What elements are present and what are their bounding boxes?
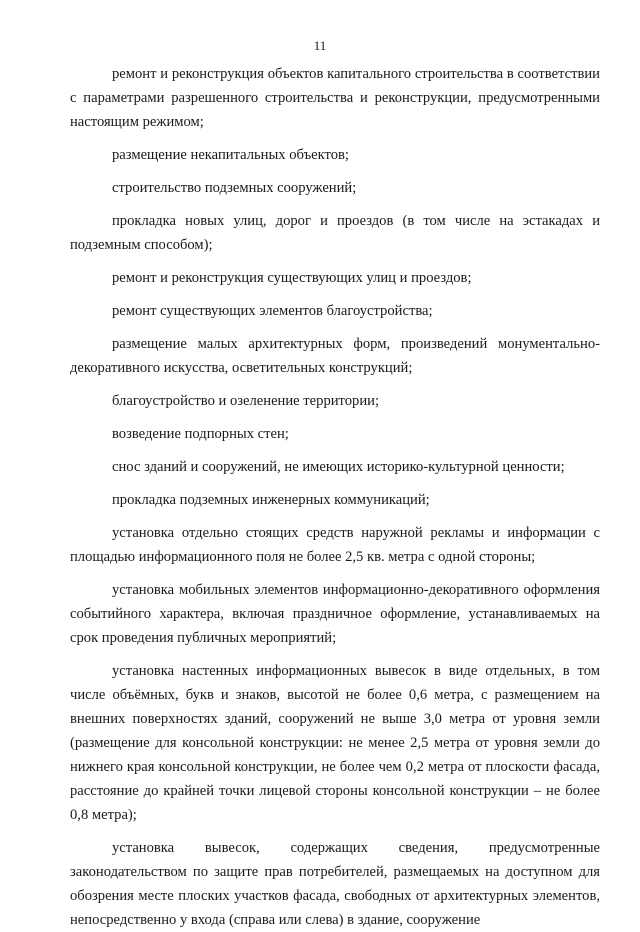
paragraph: размещение некапитальных объектов; (112, 147, 349, 163)
paragraph: установка мобильных элементов информационно-декоративного оформления событийного характера, включая праздничное оформление, устанавливаемых на срок проведения публичных мероприятий; (70, 582, 600, 646)
paragraph: размещение малых архитектурных форм, произведений монументально-декоративного искусства, осветительных конструкций; (70, 336, 600, 376)
paragraph: возведение подпорных стен; (112, 426, 289, 442)
paragraph: прокладка новых улиц, дорог и проездов (в том числе на эстакадах и подземным способом); (70, 213, 600, 253)
document-body (70, 62, 600, 932)
paragraph: установка вывесок, содержащих сведения, предусмотренные законодательством по защите прав потребителей, размещаемых на доступном для обозрения месте плоских участков фасада, свободных от архитектурных элементов, непосредственно у входа (справа или слева) в здание, сооружение (70, 840, 600, 928)
paragraph: строительство подземных сооружений; (112, 180, 357, 196)
paragraph: благоустройство и озеленение территории; (112, 393, 380, 409)
paragraph: ремонт существующих элементов благоустройства; (112, 303, 433, 319)
paragraph: установка отдельно стоящих средств наружной рекламы и информации с площадью информационного поля не более 2,5 кв. метра с одной стороны; (70, 525, 600, 565)
paragraph: снос зданий и сооружений, не имеющих историко-культурной ценности; (112, 459, 565, 475)
paragraph: прокладка подземных инженерных коммуникаций; (112, 492, 430, 508)
paragraph: установка настенных информационных вывесок в виде отдельных, в том числе объёмных, букв и знаков, высотой не более 0,6 метра, с размещением на внешних поверхностях зданий, сооружений не выше 3,0 метра от уровня земли (размещение для консольной конструкции: не менее 2,5 метра от уровня земли до нижнего края консольной конструкции, не более чем 0,2 метра от плоскости фасада, расстояние до крайней точки лицевой стороны консольной конструкции – не более 0,8 метра); (70, 663, 600, 823)
paragraph: ремонт и реконструкция объектов капитального строительства в соответствии с параметрами разрешенного строительства и реконструкции, предусмотренными настоящим режимом; (70, 66, 600, 130)
paragraph: ремонт и реконструкция существующих улиц и проездов; (112, 270, 472, 286)
page-number: 11 (313, 38, 327, 53)
